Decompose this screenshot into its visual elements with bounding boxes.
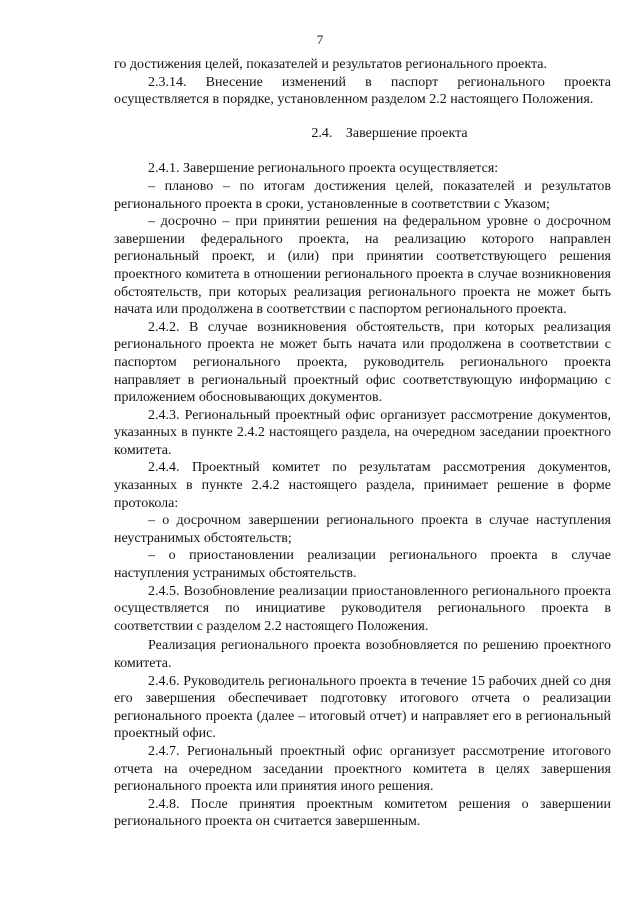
list-item-suspension: – о приостановлении реализации регионального проекта в случае наступления устранимых обстоятельств. — [114, 548, 611, 582]
paragraph-2-4-4: 2.4.4. Проектный комитет по результатам рассмотрения документов, указанных в пункте 2.4.2 настоящего раздела, принимает решение в форме протокола: — [114, 460, 611, 511]
section-title: Завершение проекта — [345, 125, 468, 141]
paragraph-2-4-5: 2.4.5. Возобновление реализации приостановленного регионального проекта осуществляется по инициативе руководителя регионального проекта в соответствии с разделом 2.2 настоящего Положения. — [114, 583, 611, 634]
paragraph-2-4-6: 2.4.6. Руководитель регионального проекта в течение 15 рабочих дней со дня его завершения обеспечивает подготовку итогового отчета о реализации регионального проекта (далее – итоговый отчет) и направляет его в региональный проектный офис. — [114, 673, 611, 742]
paragraph-2-4-2: 2.4.2. В случае возникновения обстоятельств, при которых реализация регионального проекта не может быть начата или продолжена в соответствии с паспортом регионального проекта, руководитель регионального проекта направляет в региональный проектный офис соответствующую информацию с приложением обосновывающих документов. — [114, 319, 611, 406]
list-item-planned: – планово – по итогам достижения целей, показателей и результатов регионального проекта в сроки, установленные в соответствии с Указом; — [114, 178, 611, 212]
paragraph-2-3-14: 2.3.14. Внесение изменений в паспорт регионального проекта осуществляется в порядке, установленном разделом 2.2 настоящего Положения. — [114, 74, 611, 108]
paragraph-2-4-3: 2.4.3. Региональный проектный офис организует рассмотрение документов, указанных в пункте 2.4.2 настоящего раздела, на очередном заседании проектного комитета. — [114, 407, 611, 458]
list-item-early-termination: – о досрочном завершении регионального проекта в случае наступления неустранимых обстоятельств; — [114, 513, 611, 546]
paragraph-resumption: Реализация регионального проекта возобновляется по решению проектного комитета. — [114, 638, 611, 671]
paragraph-2-4-8: 2.4.8. После принятия проектным комитетом решения о завершении регионального проекта он считается завершенным. — [114, 796, 611, 830]
paragraph-2-4-7: 2.4.7. Региональный проектный офис организует рассмотрение итогового отчета на очередном заседании проектного комитета в целях завершения регионального проекта или принятия иного решения. — [114, 743, 611, 795]
paragraph-2-4-1: 2.4.1. Завершение регионального проекта осуществляется: — [148, 161, 499, 177]
paragraph-continuation: го достижения целей, показателей и результатов регионального проекта. — [114, 57, 547, 72]
document-body — [114, 56, 611, 831]
page-number: 7 — [316, 32, 324, 47]
section-heading — [114, 125, 611, 143]
section-number: 2.4. — [311, 125, 333, 141]
list-item-early: – досрочно – при принятии решения на федеральном уровне о досрочном завершении федерального проекта, на реализацию которого направлен региональный проект, и (или) при принятии соответствующего решения проектного комитета в отношении регионального проекта в случае возникновения обстоятельств, при которых реализация регионального проекта не может быть начата или продолжена в соответствии с паспортом регионального проекта. — [114, 214, 611, 318]
